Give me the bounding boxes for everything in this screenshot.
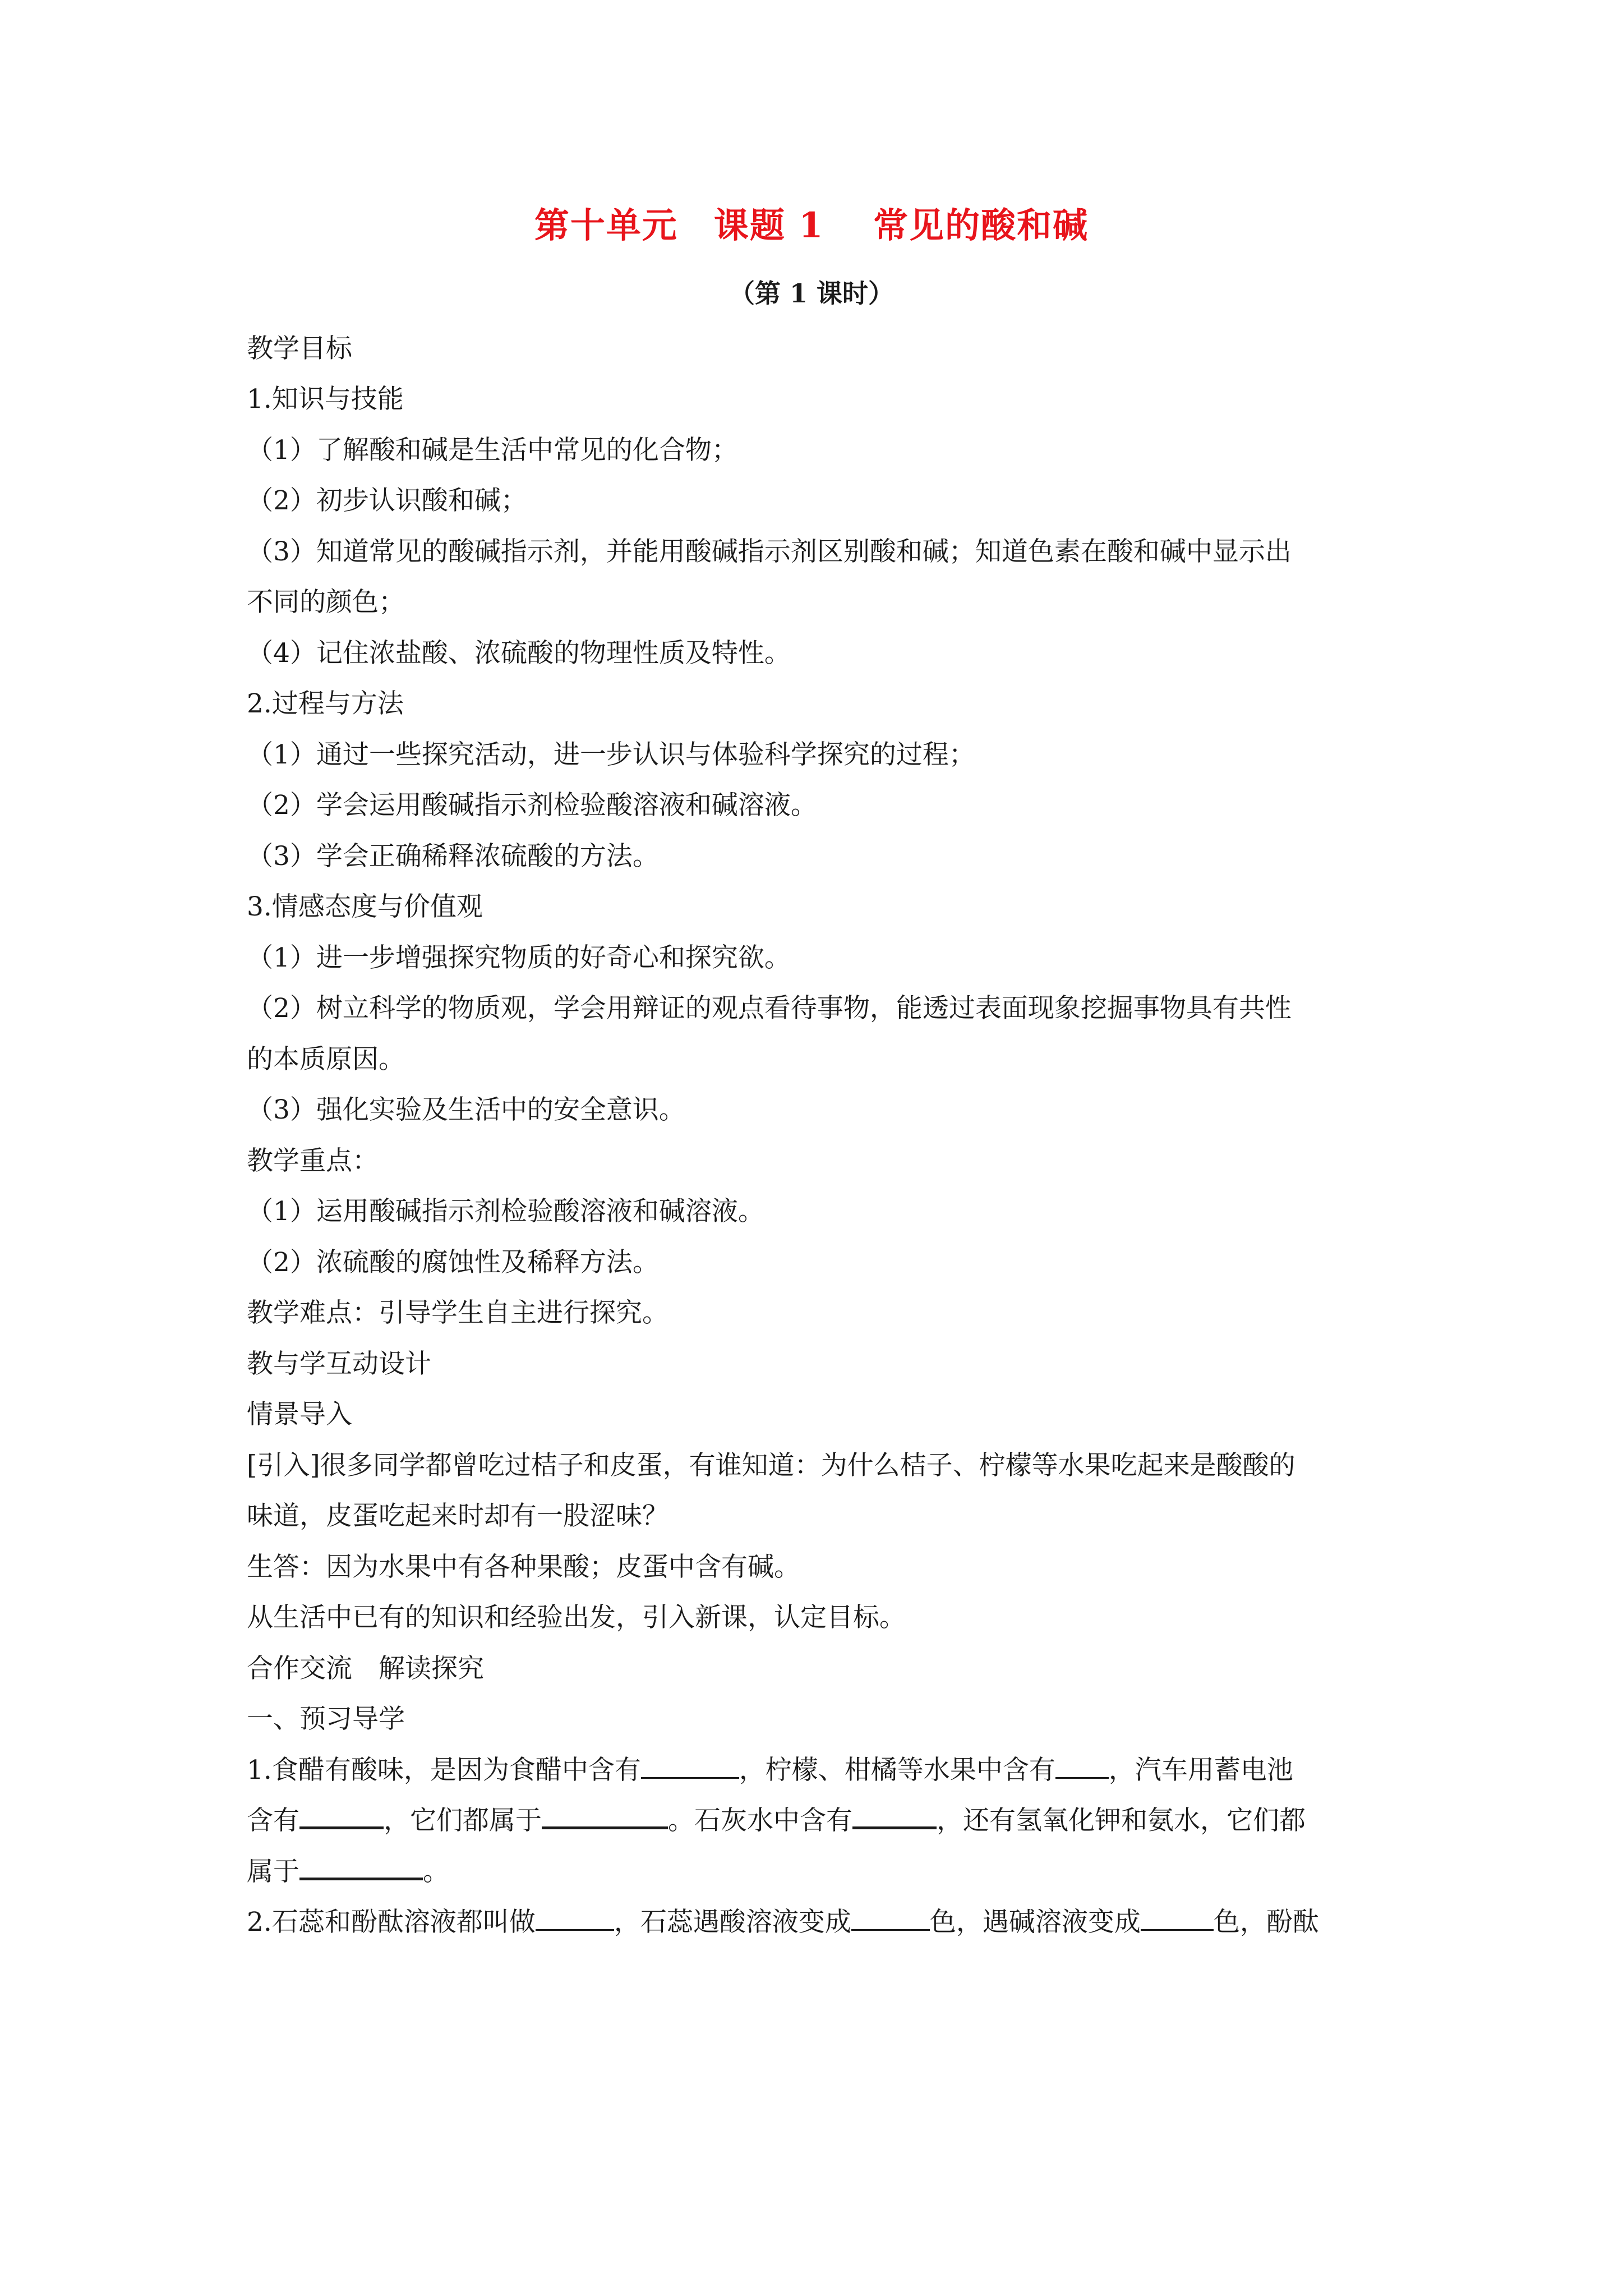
list-item: （1）通过一些探究活动，进一步认识与体验科学探究的过程； [247,739,975,770]
list-item: （1）进一步增强探究物质的好奇心和探究欲。 [247,942,791,973]
question-text: ，汽车用蓄电池 [1108,1755,1293,1786]
answer-blank [299,1804,384,1829]
list-item: （1）了解酸和碱是生活中常见的化合物； [247,435,738,466]
section-heading: 情景导入 [247,1399,352,1430]
section-heading: 合作交流 解读探究 [247,1653,484,1684]
question-text: ，还有氢氧化钾和氨水，它们都 [937,1805,1306,1836]
question-text: 色，遇碱溶液变成 [929,1907,1141,1938]
paragraph: 生答：因为水果中有各种果酸；皮蛋中含有碱。 [247,1552,800,1582]
question-line [247,1906,1319,1939]
document-title: 第十单元 课题 1 常见的酸和碱 [534,205,1089,246]
list-item-continued: 的本质原因。 [247,1044,405,1075]
list-item: （4）记住浓盐酸、浓硫酸的物理性质及特性。 [247,638,791,669]
section-heading: 教学难点：引导学生自主进行探究。 [247,1297,668,1328]
list-item: （2）浓硫酸的腐蚀性及稀释方法。 [247,1247,659,1278]
list-item: （2）树立科学的物质观，学会用辩证的观点看待事物，能透过表面现象挖掘事物具有共性 [247,993,1292,1024]
question-text: 色，酚酞 [1213,1907,1319,1938]
answer-blank [1141,1907,1214,1931]
list-item: （2）学会运用酸碱指示剂检验酸溶液和碱溶液。 [247,790,817,821]
section-heading: 一、预习导学 [247,1704,405,1734]
subsection-heading: 3.情感态度与价值观 [247,891,483,922]
answer-blank [1055,1755,1109,1779]
question-line [247,1754,1293,1787]
answer-blank [536,1907,614,1931]
subsection-heading: 1.知识与技能 [247,384,404,415]
section-heading: 教学重点： [247,1145,379,1176]
list-item: （2）初步认识酸和碱； [247,485,527,516]
subsection-heading: 2.过程与方法 [247,688,404,719]
answer-blank [852,1804,937,1829]
list-item: （3）强化实验及生活中的安全意识。 [247,1094,685,1125]
paragraph: [引入]很多同学都曾吃过桔子和皮蛋，有谁知道：为什么桔子、柠檬等水果吃起来是酸酸的 [247,1450,1295,1481]
question-text: 。石灰水中含有 [668,1805,852,1836]
question-text: ，石蕊遇酸溶液变成 [614,1907,851,1938]
paragraph-continued: 味道，皮蛋吃起来时却有一股涩味？ [247,1501,668,1531]
list-item-continued: 不同的颜色； [247,587,405,618]
question-text: ，柠檬、柑橘等水果中含有 [739,1755,1055,1786]
section-heading: 教与学互动设计 [247,1349,431,1379]
list-item: （3）知道常见的酸碱指示剂，并能用酸碱指示剂区别酸和碱；知道色素在酸和碱中显示出 [247,536,1292,567]
question-text: 含有 [247,1805,299,1836]
lesson-period: （第 1 课时） [728,278,895,309]
answer-blank [542,1804,668,1829]
question-line [247,1804,1306,1838]
answer-blank [851,1907,930,1931]
question-text: ，它们都属于 [384,1805,542,1836]
section-heading: 教学目标 [247,333,352,364]
question-line [247,1855,449,1889]
answer-blank [641,1755,739,1779]
list-item: （1）运用酸碱指示剂检验酸溶液和碱溶液。 [247,1196,764,1227]
answer-blank [299,1855,423,1880]
question-text: 属于 [247,1856,299,1887]
paragraph: 从生活中已有的知识和经验出发，引入新课，认定目标。 [247,1602,906,1633]
question-text: 1.食醋有酸味，是因为食醋中含有 [247,1755,641,1786]
list-item: （3）学会正确稀释浓硫酸的方法。 [247,841,659,872]
question-text: 。 [423,1856,449,1887]
question-text: 2.石蕊和酚酞溶液都叫做 [247,1907,536,1938]
